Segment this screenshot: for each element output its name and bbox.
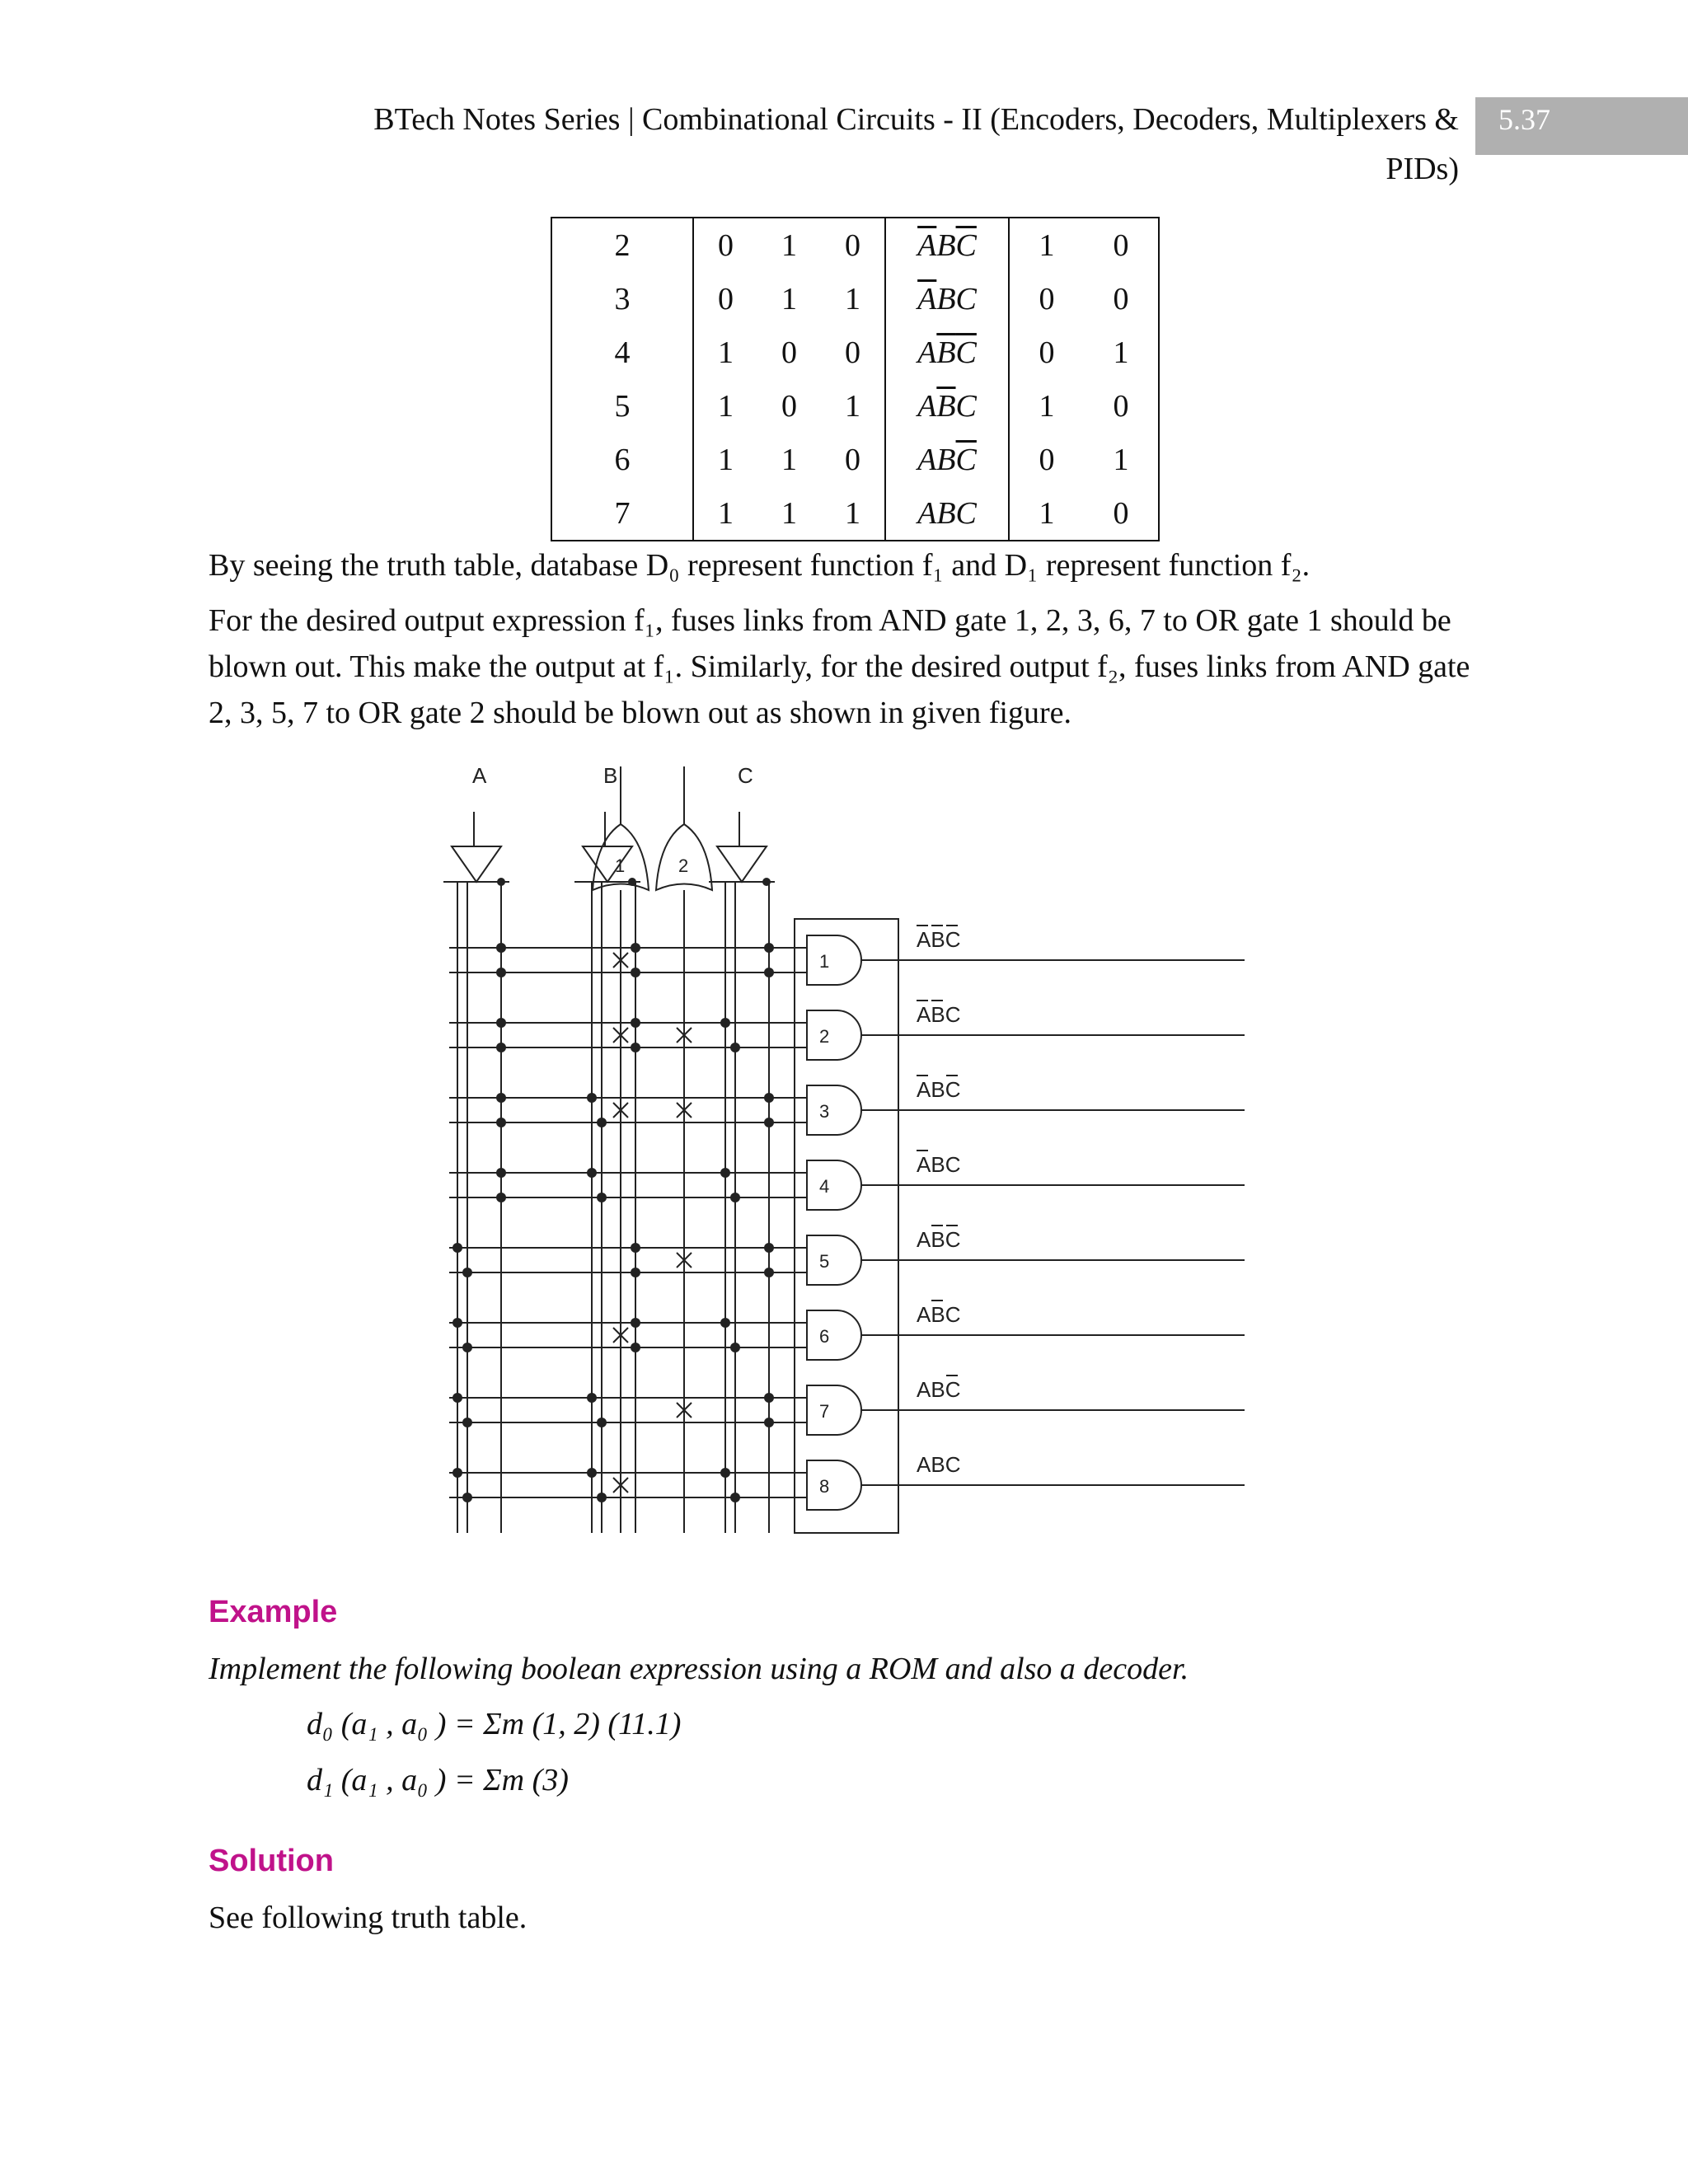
minterm-var: C — [945, 1077, 961, 1102]
minterm-var: B — [931, 1302, 945, 1327]
connection-dot — [631, 943, 640, 953]
truth-table-row — [551, 433, 1159, 486]
minterm-var: B — [931, 1377, 945, 1402]
cell-c: 1 — [821, 486, 885, 541]
minterm-label — [917, 927, 960, 952]
cell-c: 0 — [845, 335, 860, 370]
cell-decimal: 3 — [551, 272, 693, 326]
cell-d1: 0 — [1084, 218, 1159, 272]
input-label-b: B — [603, 763, 618, 788]
minterm-label — [917, 1077, 960, 1102]
solution-text: See following truth table. — [209, 1900, 528, 1935]
connection-dot — [597, 1193, 607, 1202]
cell-d0: 1 — [1009, 218, 1084, 272]
cell-c: 0 — [821, 218, 885, 272]
buffer-triangle — [452, 846, 501, 882]
cell-d0: 1 — [1039, 388, 1055, 424]
and-gate-5 — [807, 1235, 861, 1285]
connection-dot — [764, 968, 774, 977]
and-gate-number: 4 — [819, 1176, 830, 1197]
minterm-var: C — [945, 1452, 961, 1477]
cell-d1: 0 — [1084, 379, 1159, 433]
cell-minterm: $\overline{A}BC$ — [885, 272, 1009, 326]
connection-dot — [452, 1468, 462, 1478]
header-title-line1: BTech Notes Series | Combinational Circuits - II (Encoders, Decoders, Multiplexers & — [373, 102, 1459, 137]
cell-decimal: 7 — [551, 486, 693, 541]
connection-dot — [597, 1118, 607, 1127]
minterm-var: B — [931, 927, 945, 952]
truth-table-row — [551, 272, 1159, 326]
connection-dot — [631, 1243, 640, 1253]
connection-dot — [452, 1393, 462, 1403]
connection-dot — [496, 943, 506, 953]
cell-d0: 1 — [1009, 486, 1084, 541]
minterm-var: C — [945, 927, 961, 952]
minterm-label — [917, 1227, 960, 1252]
minterm-label — [917, 1452, 960, 1477]
cell-c: 1 — [845, 388, 860, 424]
connection-dot — [462, 1343, 472, 1352]
minterm-var: A — [917, 1152, 931, 1177]
solution-heading: Solution — [209, 1844, 334, 1878]
cell-b: 1 — [757, 218, 821, 272]
and-gate-number: 2 — [819, 1026, 830, 1047]
minterm-var: A — [917, 1452, 931, 1477]
and-gate-4 — [807, 1160, 861, 1210]
and-gate-number: 3 — [819, 1101, 830, 1122]
connection-dot — [730, 1193, 740, 1202]
cell-d0: 0 — [1039, 335, 1055, 370]
cell-d1: 0 — [1084, 272, 1159, 326]
connection-dot — [764, 1093, 774, 1103]
connection-dot — [631, 968, 640, 977]
and-gate-3 — [807, 1085, 861, 1135]
truth-table-row — [551, 486, 1159, 541]
connection-dot — [452, 1318, 462, 1328]
connection-dot — [462, 1268, 472, 1277]
rom-logic-diagram — [429, 746, 1253, 1537]
minterm-var: A — [917, 1227, 931, 1252]
cell-b: 1 — [781, 281, 797, 316]
minterm-var: A — [917, 927, 931, 952]
cell-minterm: $A\overline{B}\overline{C}$ — [885, 326, 1009, 379]
connection-dot — [730, 1343, 740, 1352]
equation-d0: d₀ (a₁ , a₀ ) = Σm (1, 2) (11.1) — [307, 1707, 682, 1741]
connection-dot — [587, 1168, 597, 1178]
connection-dot — [587, 1468, 597, 1478]
cell-b: 0 — [781, 335, 797, 370]
cell-decimal: 4 — [551, 326, 693, 379]
minterm-var: C — [945, 1152, 961, 1177]
cell-d1: 0 — [1084, 486, 1159, 541]
minterm-var: A — [917, 1002, 931, 1027]
connection-dot — [720, 1168, 730, 1178]
and-gate-7 — [807, 1385, 861, 1435]
cell-minterm: $\overline{A}B\overline{C}$ — [885, 218, 1009, 272]
and-gate-number: 7 — [819, 1401, 830, 1422]
input-label-c: C — [738, 763, 753, 788]
connection-dot — [764, 1243, 774, 1253]
minterm-var: B — [931, 1152, 945, 1177]
connection-dot — [496, 1118, 506, 1127]
connection-dot — [730, 1493, 740, 1502]
minterm-label — [917, 1002, 960, 1027]
connection-dot — [631, 1268, 640, 1277]
connection-dot — [631, 1343, 640, 1352]
connection-dot — [496, 1168, 506, 1178]
minterm-var: B — [931, 1002, 945, 1027]
truth-table-row — [551, 379, 1159, 433]
connection-dot — [597, 1418, 607, 1427]
header-title-line2: PIDs) — [1386, 152, 1459, 186]
minterm-label — [917, 1302, 960, 1327]
connection-dot — [764, 1393, 774, 1403]
and-gate-2 — [807, 1010, 861, 1060]
connection-dot — [496, 1043, 506, 1052]
connection-dot — [764, 1418, 774, 1427]
cell-b: 0 — [781, 388, 797, 424]
minterm-var: B — [931, 1452, 945, 1477]
connection-dot — [631, 1318, 640, 1328]
or-gate-label: 2 — [678, 855, 689, 876]
equation-d1: d₁ (a₁ , a₀ ) = Σm (3) — [307, 1763, 569, 1797]
minterm-label — [917, 1377, 960, 1402]
connection-dot — [452, 1243, 462, 1253]
cell-b: 1 — [781, 442, 797, 477]
cell-minterm: $AB\overline{C}$ — [885, 433, 1009, 486]
minterm-var: A — [917, 1077, 931, 1102]
minterm-var: C — [945, 1227, 961, 1252]
cell-minterm: ABC — [885, 486, 1009, 541]
cell-decimal: 2 — [551, 218, 693, 272]
cell-a: 1 — [718, 388, 734, 424]
paragraph-database: By seeing the truth table, database D₀ represent function f₁ and D₁ represent function f₂. — [209, 548, 1311, 583]
input-label-a: A — [472, 763, 487, 788]
connection-dot — [597, 1493, 607, 1502]
connection-dot — [730, 1043, 740, 1052]
connection-dot — [496, 1018, 506, 1028]
cell-a: 1 — [718, 442, 734, 477]
connection-dot — [764, 943, 774, 953]
connection-dot — [462, 1493, 472, 1502]
cell-d0: 0 — [1039, 281, 1055, 316]
connection-dot — [496, 1193, 506, 1202]
cell-a: 0 — [693, 218, 757, 272]
truth-table-row — [551, 326, 1159, 379]
connection-dot — [631, 1018, 640, 1028]
connection-dot — [631, 1043, 640, 1052]
connection-dot — [720, 1018, 730, 1028]
minterm-var: B — [931, 1077, 945, 1102]
minterm-var: B — [931, 1227, 945, 1252]
connection-dot — [764, 1118, 774, 1127]
or-gate-label: 1 — [615, 855, 626, 876]
and-gate-number: 6 — [819, 1326, 830, 1347]
and-gate-number: 1 — [819, 951, 830, 972]
connection-dot — [720, 1468, 730, 1478]
cell-a: 0 — [718, 281, 734, 316]
page-header — [297, 95, 1459, 194]
connection-dot — [496, 1093, 506, 1103]
cell-decimal: 5 — [551, 379, 693, 433]
cell-c: 0 — [845, 442, 860, 477]
buffer-triangle — [717, 846, 767, 882]
and-gate-6 — [807, 1310, 861, 1360]
minterm-var: C — [945, 1002, 961, 1027]
cell-a: 1 — [718, 335, 734, 370]
paragraph-fuses: For the desired output expression f₁, fuses links from AND gate 1, 2, 3, 6, 7 to OR gate 1 should be blown out. This make the output at f₁. Similarly, for the desired output f₂, fuses links from AND gate 2, 3, 5, 7 to OR gate 2 should be blown out as shown in given figure. — [209, 603, 1470, 730]
truth-table — [551, 217, 1160, 541]
connection-dot — [720, 1318, 730, 1328]
cell-minterm: $A\overline{B}C$ — [885, 379, 1009, 433]
truth-table-row — [551, 218, 1159, 272]
connection-dot — [462, 1418, 472, 1427]
minterm-var: A — [917, 1302, 931, 1327]
connection-dot — [496, 968, 506, 977]
minterm-var: C — [945, 1302, 961, 1327]
minterm-label — [917, 1152, 960, 1177]
and-gate-1 — [807, 935, 861, 985]
connection-dot — [587, 1393, 597, 1403]
connection-dot — [587, 1093, 597, 1103]
cell-c: 1 — [845, 281, 860, 316]
and-gate-number: 8 — [819, 1476, 830, 1497]
cell-a: 1 — [693, 486, 757, 541]
cell-d0: 0 — [1039, 442, 1055, 477]
cell-d1: 1 — [1084, 326, 1159, 379]
cell-b: 1 — [757, 486, 821, 541]
minterm-var: C — [945, 1377, 961, 1402]
and-gate-8 — [807, 1460, 861, 1510]
page-number-badge: 5.37 — [1475, 97, 1688, 155]
cell-decimal: 6 — [551, 433, 693, 486]
example-heading: Example — [209, 1595, 338, 1629]
connection-dot — [764, 1268, 774, 1277]
cell-d1: 1 — [1084, 433, 1159, 486]
minterm-var: A — [917, 1377, 931, 1402]
and-gate-number: 5 — [819, 1251, 830, 1272]
example-text: Implement the following boolean expression using a ROM and also a decoder. — [209, 1652, 1189, 1686]
